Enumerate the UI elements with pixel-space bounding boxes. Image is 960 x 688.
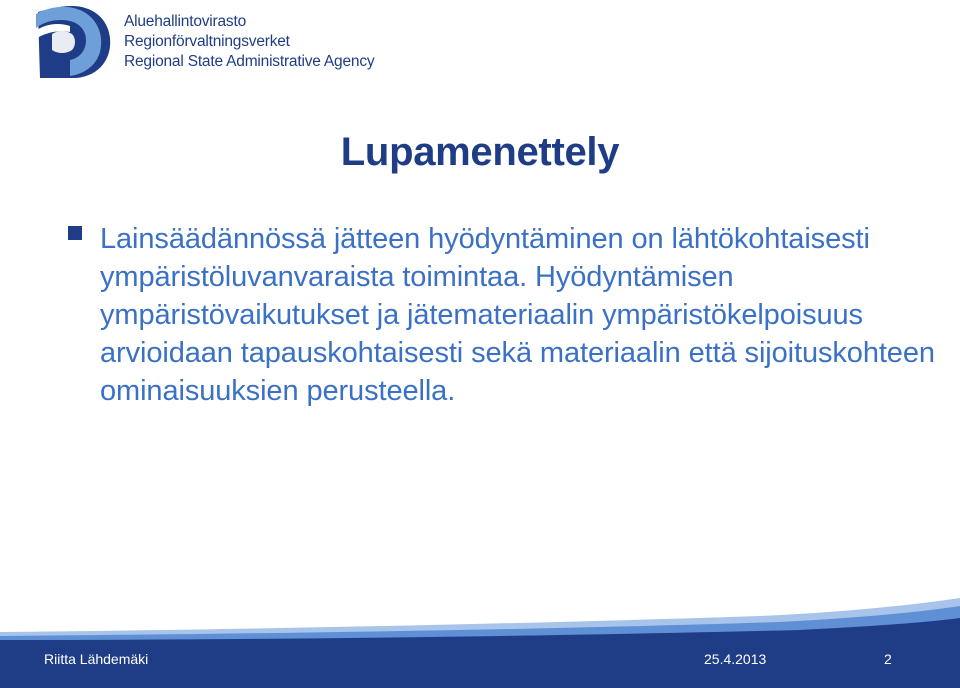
footer-page-number: 2 [884, 651, 892, 667]
footer-author: Riitta Lähdemäki [44, 651, 149, 667]
agency-name-fi: Aluehallintovirasto [124, 13, 246, 30]
agency-name [124, 12, 374, 72]
agency-name-en: Regional State Administrative Agency [124, 53, 375, 70]
bullet-item [68, 220, 938, 410]
agency-emblem-icon [30, 2, 114, 82]
footer-wave-band [0, 596, 960, 688]
slide-footer [0, 596, 960, 688]
agency-name-sv: Regionförvaltningsverket [124, 33, 290, 50]
slide-title: Lupamenettely [340, 130, 620, 174]
square-bullet-icon [68, 226, 82, 240]
footer-date: 25.4.2013 [704, 651, 767, 667]
agency-logo [0, 0, 400, 90]
bullet-text: Lainsäädännössä jätteen hyödyntäminen on lähtökohtaisesti ympäristöluvanvaraista toimintaa. Hyödyntämisen ympäristövaikutukset ja jätemateriaalin ympäristökelpoisuus arvioidaan tapauskohtaisesti sekä materiaalin että sijoituskohteen ominaisuuksien perusteella. [100, 223, 935, 407]
